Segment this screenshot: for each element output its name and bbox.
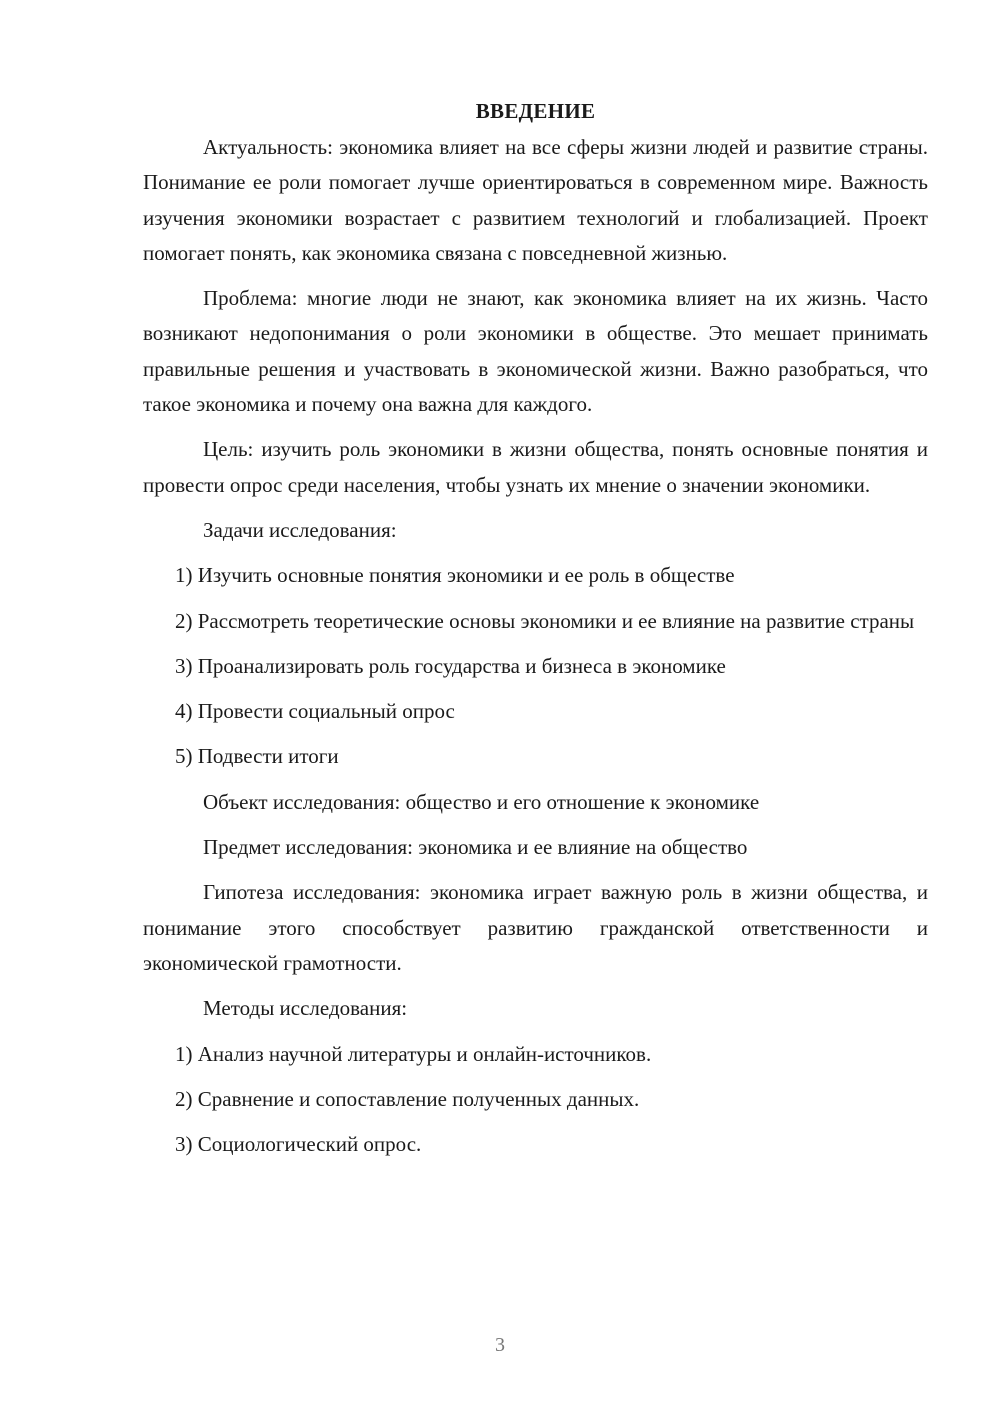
page-number: 3 <box>495 1334 505 1356</box>
task-item: 5) Подвести итоги <box>175 744 339 769</box>
object-paragraph: Объект исследования: общество и его отношение к экономике <box>203 789 760 814</box>
goal-paragraph: Цель: изучить роль экономики в жизни общества, понять основные понятия и провести опрос среди населения, чтобы узнать их мнение о значении экономики. <box>143 437 928 497</box>
method-item: 1) Анализ научной литературы и онлайн-источников. <box>175 1041 652 1066</box>
task-item: 4) Провести социальный опрос <box>175 699 455 724</box>
relevance-paragraph: Актуальность: экономика влияет на все сферы жизни людей и развитие страны. Понимание ее роли помогает лучше ориентироваться в современном мире. Важность изучения экономики возрастает с развитием технологий и глобализацией. Проект помогает понять, как экономика связана с повседневной жизнью. <box>143 135 928 265</box>
tasks-label: Задачи исследования: <box>203 517 397 542</box>
document-page <box>143 96 928 1172</box>
methods-label: Методы исследования: <box>203 996 408 1021</box>
task-item: 1) Изучить основные понятия экономики и ее роль в обществе <box>175 563 735 588</box>
problem-paragraph: Проблема: многие люди не знают, как экономика влияет на их жизнь. Часто возникают недопонимания о роли экономики в обществе. Это мешает принимать правильные решения и участвовать в экономической жизни. Важно разобраться, что такое экономика и почему она важна для каждого. <box>143 286 928 417</box>
subject-paragraph: Предмет исследования: экономика и ее влияние на общество <box>203 835 748 860</box>
task-item: 3) Проанализировать роль государства и бизнеса в экономике <box>175 653 726 678</box>
method-item: 3) Социологический опрос. <box>175 1132 422 1157</box>
task-item: 2) Рассмотреть теоретические основы экономики и ее влияние на развитие страны <box>175 608 915 633</box>
hypothesis-paragraph: Гипотеза исследования: экономика играет важную роль в жизни общества, и понимание этого способствует развитию гражданской ответственности и экономической грамотности. <box>143 880 928 975</box>
method-item: 2) Сравнение и сопоставление полученных данных. <box>175 1086 640 1111</box>
page-title: ВВЕДЕНИЕ <box>475 99 596 123</box>
